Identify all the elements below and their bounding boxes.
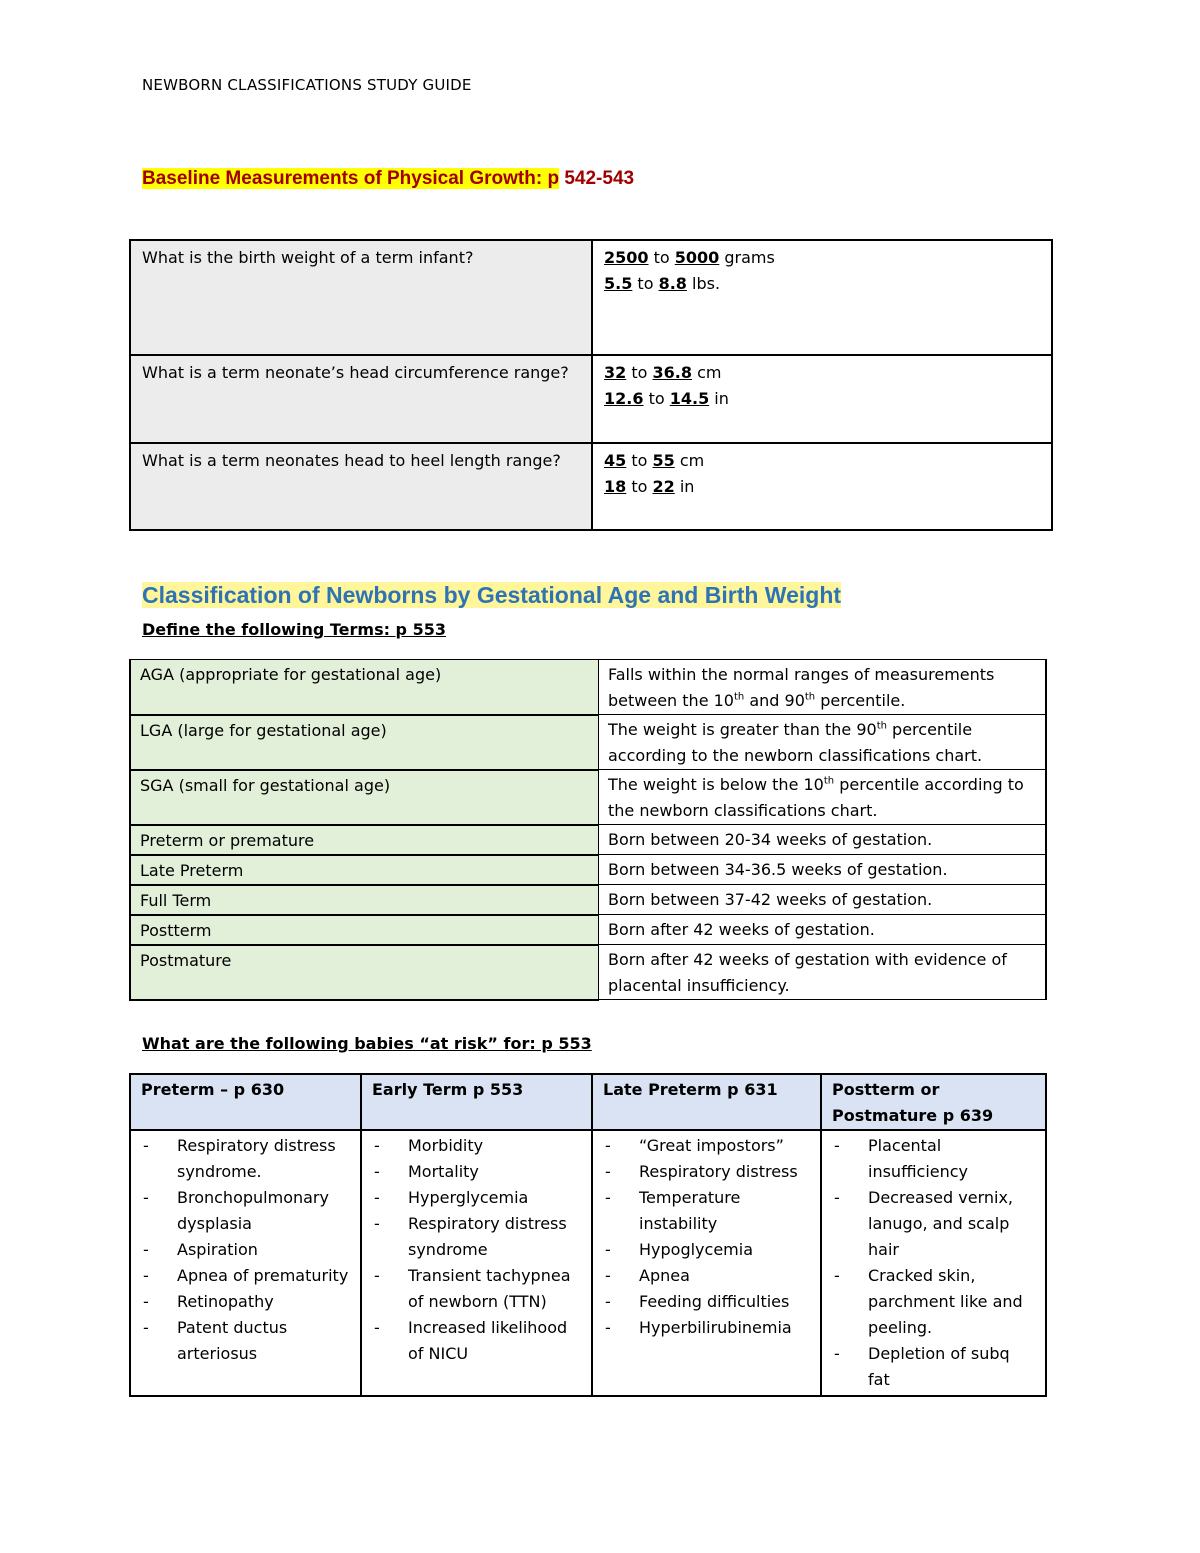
answer-value: 2500 <box>604 248 649 267</box>
definition-cell <box>599 715 1047 770</box>
risk-list-item: - Temperature instability <box>603 1185 810 1237</box>
risk-list-item: - Hyperglycemia <box>372 1185 581 1211</box>
answer-value: 12.6 <box>604 389 644 408</box>
answer-sep: to <box>648 248 675 267</box>
table-row <box>130 855 1046 885</box>
question-cell: What is a term neonate’s head circumference range? <box>130 355 592 443</box>
column-header: Preterm – p 630 <box>130 1074 361 1130</box>
risk-list-item: - Cracked skin, parchment like and peeling. <box>832 1263 1035 1341</box>
answer-unit: cm <box>691 363 722 382</box>
term-cell: SGA (small for gestational age) <box>130 770 599 825</box>
question-cell: What is the birth weight of a term infant? <box>130 240 592 355</box>
risk-list-cell <box>130 1130 361 1396</box>
risk-list-item: - “Great impostors” <box>603 1133 810 1159</box>
table-header-row <box>130 1074 1046 1130</box>
at-risk-subtitle: What are the following babies “at risk” for: p 553 <box>142 1034 592 1053</box>
answer-line <box>604 448 1040 474</box>
answer-unit: lbs. <box>686 274 721 293</box>
superscript: th <box>823 775 835 787</box>
definition-cell: Born after 42 weeks of gestation with evidence of placental insufficiency. <box>599 945 1047 1000</box>
table-row <box>130 660 1046 715</box>
section-title-text: Classification of Newborns by Gestational Age and Birth Weight <box>142 582 842 608</box>
table-row <box>130 770 1046 825</box>
superscript: th <box>876 720 887 732</box>
definition-text: The weight is below the 10 <box>608 775 824 794</box>
answer-unit: in <box>709 389 729 408</box>
table-row <box>130 443 1052 530</box>
term-cell: Preterm or premature <box>130 825 599 855</box>
risk-list <box>372 1133 581 1367</box>
risk-list-item: - Apnea <box>603 1263 810 1289</box>
answer-line <box>604 360 1040 386</box>
risk-list <box>832 1133 1035 1393</box>
define-terms-subtitle: Define the following Terms: p 553 <box>142 620 446 639</box>
risk-list-item: - Increased likelihood of NICU <box>372 1315 581 1367</box>
risk-list-item: - Morbidity <box>372 1133 581 1159</box>
risk-list-item: - Mortality <box>372 1159 581 1185</box>
table-row <box>130 1130 1046 1396</box>
classification-terms-table <box>129 659 1047 1001</box>
section-title-highlight: Baseline Measurements of Physical Growth: p <box>142 168 560 189</box>
answer-value: 45 <box>604 451 627 470</box>
definition-text: percentile according to the newborn classifications chart. <box>608 720 983 765</box>
risk-list-item: - Respiratory distress syndrome. <box>141 1133 350 1185</box>
table-row <box>130 945 1046 1000</box>
answer-line <box>604 271 1040 297</box>
risk-list-item: - Patent ductus arteriosus <box>141 1315 350 1367</box>
risk-list-item: - Respiratory distress <box>603 1159 810 1185</box>
column-header: Early Term p 553 <box>361 1074 592 1130</box>
answer-sep: to <box>626 363 653 382</box>
definition-cell: Born between 34-36.5 weeks of gestation. <box>599 855 1047 885</box>
superscript: th <box>733 691 745 703</box>
definition-cell: Born between 20-34 weeks of gestation. <box>599 825 1047 855</box>
risk-list-cell <box>592 1130 821 1396</box>
risk-list-item: - Transient tachypnea of newborn (TTN) <box>372 1263 581 1315</box>
answer-value: 5.5 <box>604 274 633 293</box>
risk-list-item: - Placental insufficiency <box>832 1133 1035 1185</box>
risk-list-item: - Apnea of prematurity <box>141 1263 350 1289</box>
answer-value: 18 <box>604 477 627 496</box>
answer-cell <box>592 240 1052 355</box>
definition-text: The weight is greater than the 90 <box>608 720 877 739</box>
table-row <box>130 240 1052 355</box>
answer-value: 55 <box>652 451 675 470</box>
answer-value: 22 <box>652 477 675 496</box>
answer-value: 14.5 <box>669 389 710 408</box>
answer-line <box>604 245 1040 271</box>
risk-list <box>141 1133 350 1367</box>
risk-list-item: - Aspiration <box>141 1237 350 1263</box>
term-cell: Postmature <box>130 945 599 1000</box>
superscript: th <box>804 691 816 703</box>
definition-cell: Born between 37-42 weeks of gestation. <box>599 885 1047 915</box>
risk-list-item: - Bronchopulmonary dysplasia <box>141 1185 350 1237</box>
page-header: NEWBORN CLASSIFICATIONS STUDY GUIDE <box>142 76 472 94</box>
answer-value: 8.8 <box>658 274 687 293</box>
table-row <box>130 355 1052 443</box>
term-cell: AGA (appropriate for gestational age) <box>130 660 599 715</box>
answer-sep: to <box>626 477 653 496</box>
answer-line <box>604 474 1040 500</box>
risk-list-item: - Feeding difficulties <box>603 1289 810 1315</box>
answer-unit: cm <box>674 451 705 470</box>
answer-unit: in <box>674 477 695 496</box>
question-cell: What is a term neonates head to heel length range? <box>130 443 592 530</box>
answer-line <box>604 386 1040 412</box>
definition-text: percentile according to the newborn classifications chart. <box>608 775 1024 820</box>
column-header: Late Preterm p 631 <box>592 1074 821 1130</box>
risk-list-item: - Depletion of subq fat <box>832 1341 1035 1393</box>
baseline-measurements-table <box>129 239 1053 531</box>
term-cell: Full Term <box>130 885 599 915</box>
answer-value: 32 <box>604 363 627 382</box>
answer-sep: to <box>632 274 659 293</box>
table-row <box>130 825 1046 855</box>
answer-sep: to <box>626 451 653 470</box>
risk-list-item: - Decreased vernix, lanugo, and scalp hair <box>832 1185 1035 1263</box>
risk-list-cell <box>361 1130 592 1396</box>
table-row <box>130 715 1046 770</box>
risk-list-cell <box>821 1130 1046 1396</box>
definition-text: and 90 <box>744 691 805 710</box>
at-risk-table <box>129 1073 1047 1397</box>
term-cell: LGA (large for gestational age) <box>130 715 599 770</box>
answer-cell <box>592 443 1052 530</box>
definition-cell <box>599 770 1047 825</box>
answer-unit: grams <box>719 248 775 267</box>
table-row <box>130 915 1046 945</box>
risk-list-item: - Respiratory distress syndrome <box>372 1211 581 1263</box>
risk-list-item: - Hyperbilirubinemia <box>603 1315 810 1341</box>
definition-cell <box>599 660 1047 715</box>
risk-list <box>603 1133 810 1341</box>
answer-sep: to <box>643 389 670 408</box>
definition-text: Falls within the normal ranges of measurements between the 10 <box>608 665 995 710</box>
section-title-pages: 542-543 <box>559 168 635 189</box>
definition-cell: Born after 42 weeks of gestation. <box>599 915 1047 945</box>
answer-value: 5000 <box>674 248 720 267</box>
term-cell: Late Preterm <box>130 855 599 885</box>
table-row <box>130 885 1046 915</box>
answer-cell <box>592 355 1052 443</box>
risk-list-item: - Hypoglycemia <box>603 1237 810 1263</box>
section-title-classification <box>142 580 841 610</box>
column-header: Postterm or Postmature p 639 <box>821 1074 1046 1130</box>
section-title-baseline <box>142 167 634 191</box>
answer-value: 36.8 <box>652 363 692 382</box>
term-cell: Postterm <box>130 915 599 945</box>
risk-list-item: - Retinopathy <box>141 1289 350 1315</box>
definition-text: percentile. <box>815 691 906 710</box>
